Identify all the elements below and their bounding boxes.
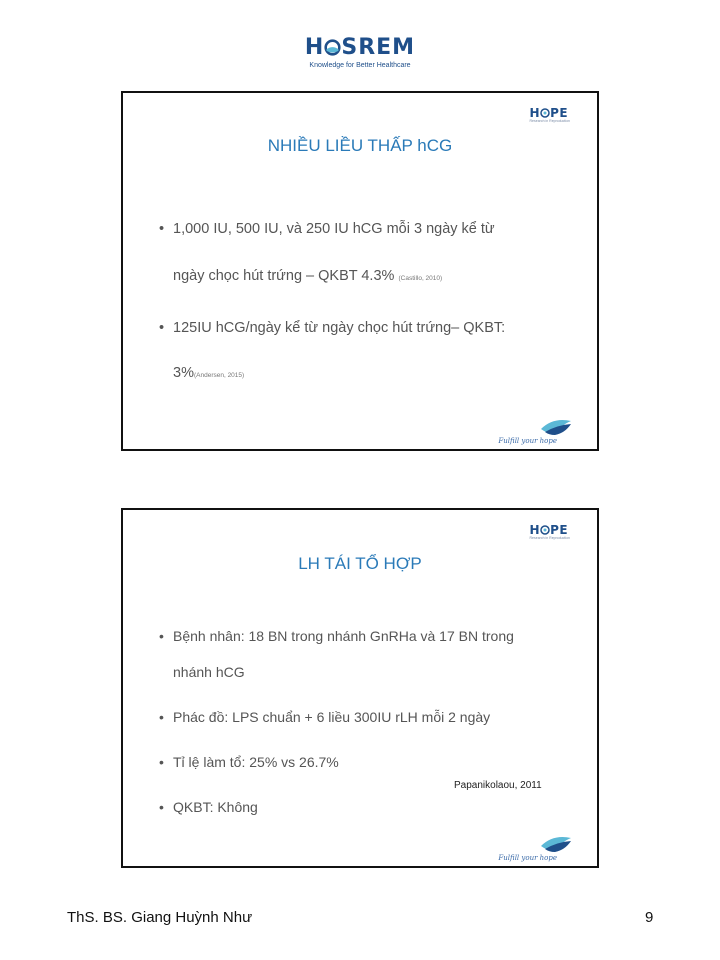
globe-icon	[324, 39, 341, 56]
list-item: • Bệnh nhân: 18 BN trong nhánh GnRHa và 17 BN trong nhánh hCG	[159, 628, 514, 680]
footer-slogan: Fulfill your hope	[498, 437, 557, 445]
wave-icon	[539, 417, 573, 437]
hope-logo: H PE Research in Reproduction	[529, 523, 570, 540]
hope-o-icon	[540, 108, 550, 118]
list-item: • QKBT: Không	[159, 799, 258, 815]
list-item: • Tỉ lệ làm tổ: 25% vs 26.7%	[159, 754, 339, 770]
slide-title: NHIỀU LIỀU THẤP hCG	[267, 136, 453, 155]
slide-title: LH TÁI TỔ HỢP	[298, 554, 422, 573]
list-item: • 1,000 IU, 500 IU, và 250 IU hCG mỗi 3 ngày kể từ ngày chọc hút trứng – QKBT 4.3% (Castillo, 2010)	[159, 221, 495, 284]
author-name: ThS. BS. Giang Huỳnh Như	[67, 909, 253, 926]
footer-slogan: Fulfill your hope	[498, 854, 557, 862]
hope-subtitle: Research in Reproduction	[529, 536, 570, 540]
page-number: 9	[645, 909, 654, 926]
list-item: • Phác đồ: LPS chuẩn + 6 liều 300IU rLH mỗi 2 ngày	[159, 709, 491, 725]
list-item: • 125IU hCG/ngày kể từ ngày chọc hút trứng– QKBT: 3%(Andersen, 2015)	[159, 320, 506, 381]
hope-o-icon	[540, 525, 550, 535]
hosrem-tagline: Knowledge for Better Healthcare	[309, 62, 411, 69]
citation: (Andersen, 2015)	[193, 372, 245, 379]
bullet-list	[157, 206, 577, 398]
citation: (Castillo, 2010)	[398, 275, 443, 282]
reference: Papanikolaou, 2011	[454, 780, 542, 791]
hosrem-logo	[300, 36, 420, 69]
wave-icon	[539, 834, 573, 854]
hope-logo: H PE Research in Reproduction	[529, 106, 570, 123]
hope-subtitle: Research in Reproduction	[529, 119, 570, 123]
slide-1	[121, 91, 599, 451]
hosrem-wordmark: H SREM	[304, 35, 416, 60]
bullet-list	[157, 618, 577, 825]
slide-2	[121, 508, 599, 868]
